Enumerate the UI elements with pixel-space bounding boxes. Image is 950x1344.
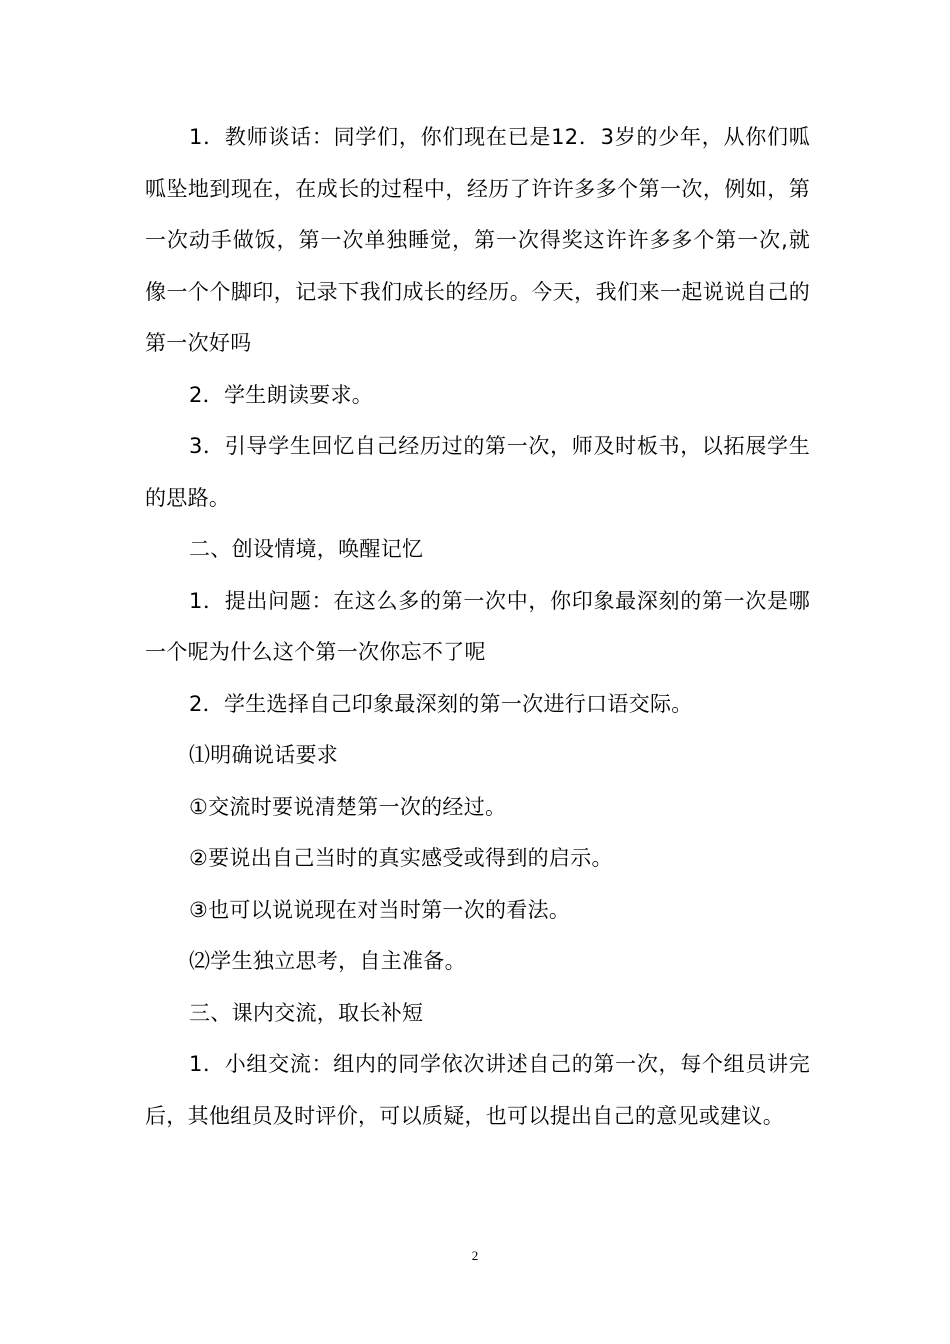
- page-number: 2: [471, 1248, 479, 1263]
- paragraph-intro-teacher-talk: 1．教师谈话：同学们，你们现在已是12．3岁的少年，从你们呱呱坠地到现在，在成长的过程中，经历了许许多多个第一次，例如，第一次动手做饭，第一次单独睡觉，第一次得奖这许许多多个第一次,就像一个个脚印，记录下我们成长的经历。今天，我们来一起说说自己的第一次好吗: [145, 125, 810, 355]
- paragraph-choose-first-time: 2．学生选择自己印象最深刻的第一次进行口语交际。: [189, 691, 693, 716]
- paragraph-students-read: 2．学生朗读要求。: [189, 382, 374, 407]
- subheading-speaking-requirements: ⑴明确说话要求: [189, 743, 339, 767]
- section-heading-3: 三、课内交流，取长补短: [189, 1000, 424, 1025]
- requirement-item-2: ②要说出自己当时的真实感受或得到的启示。: [189, 846, 613, 870]
- paragraph-guide-recall: 3．引导学生回忆自己经历过的第一次，师及时板书，以拓展学生的思路。: [145, 434, 810, 510]
- document-body: [145, 112, 810, 1142]
- requirement-item-1: ①交流时要说清楚第一次的经过。: [189, 794, 507, 819]
- paragraph-group-exchange: 1．小组交流：组内的同学依次讲述自己的第一次，每个组员讲完后，其他组员及时评价，可以质疑，也可以提出自己的意见或建议。: [145, 1052, 810, 1128]
- subheading-independent-thinking: ⑵学生独立思考，自主准备。: [189, 949, 466, 973]
- section-heading-2: 二、创设情境，唤醒记忆: [189, 537, 424, 561]
- paragraph-pose-question: 1．提出问题：在这么多的第一次中，你印象最深刻的第一次是哪一个呢为什么这个第一次你忘不了呢: [145, 588, 810, 664]
- requirement-item-3: ③也可以说说现在对当时第一次的看法。: [189, 897, 571, 922]
